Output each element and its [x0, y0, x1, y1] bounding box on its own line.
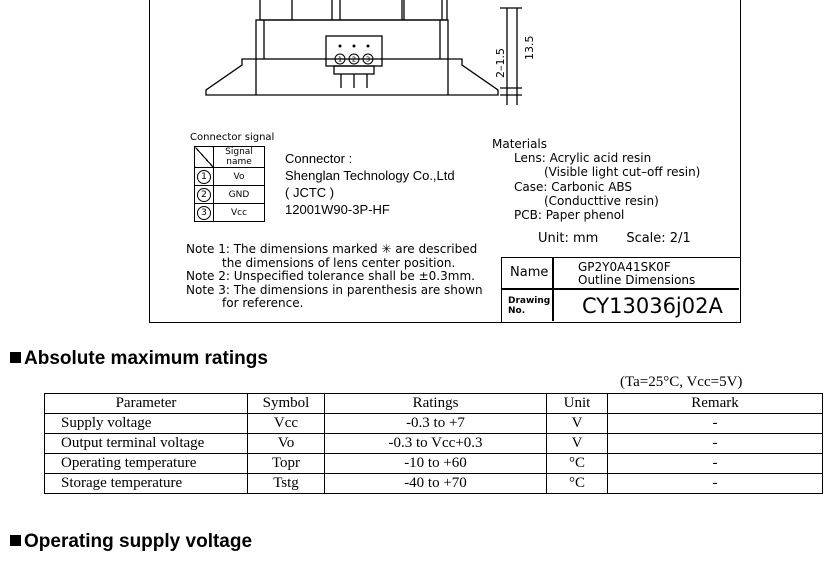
table-header-row: [45, 394, 823, 414]
remark-cell: -: [608, 474, 823, 494]
square-bullet-icon: [10, 535, 21, 546]
square-bullet-icon: [10, 352, 21, 363]
outline-drawing-frame: [149, 0, 741, 323]
table-row: [45, 474, 823, 494]
abs-max-heading: [10, 348, 268, 370]
pin-number: 3: [197, 206, 211, 220]
param-cell: Supply voltage: [45, 414, 248, 434]
pin-number: 2: [197, 188, 211, 202]
svg-text:3: 3: [365, 55, 371, 64]
rating-cell: -40 to +70: [325, 474, 547, 494]
note-3: Note 3: The dimensions in parenthesis are shown: [186, 282, 483, 297]
table-row: [45, 414, 823, 434]
materials-case-note: (Conducttive resin): [544, 193, 659, 208]
col-ratings: Ratings: [325, 394, 547, 414]
outline-dimensions-label: Outline Dimensions: [578, 273, 696, 287]
title-block-divider: [502, 288, 739, 290]
connector-info: [285, 150, 455, 218]
connector-maker: Shenglan Technology Co.,Ltd: [285, 168, 455, 183]
unit-cell: °C: [547, 454, 608, 474]
signal-name: Vo: [214, 168, 265, 186]
op-supply-heading: [10, 531, 252, 553]
table-row: [195, 204, 265, 222]
rating-cell: -0.3 to Vcc+0.3: [325, 434, 547, 454]
scale-label: Scale: 2/1: [626, 231, 691, 246]
materials-block: [492, 137, 700, 222]
connector-part: 12001W90-3P-HF: [285, 202, 390, 217]
param-cell: Operating temperature: [45, 454, 248, 474]
unit-scale: [538, 231, 691, 246]
unit-cell: V: [547, 434, 608, 454]
table-row: [45, 434, 823, 454]
conditions-note: (Ta=25°C, Vcc=5V): [620, 374, 743, 390]
materials-pcb: PCB: Paper phenol: [514, 208, 625, 223]
svg-text:2: 2: [351, 55, 357, 64]
connector-label: Connector :: [285, 151, 353, 166]
connector-maker-short: ( JCTC ): [285, 185, 335, 200]
materials-lens: Lens: Acrylic acid resin: [514, 151, 652, 166]
title-block: [501, 257, 741, 323]
symbol-cell: Vcc: [248, 414, 325, 434]
remark-cell: -: [608, 414, 823, 434]
unit-cell: V: [547, 414, 608, 434]
abs-max-ratings-table: [44, 393, 823, 494]
sensor-outline-svg: [150, 0, 742, 130]
model-number: GP2Y0A41SK0F: [578, 260, 671, 274]
table-row: [195, 147, 265, 168]
dim-2-1.5: 2–1.5: [494, 48, 507, 78]
remark-cell: -: [608, 454, 823, 474]
pin-number: 1: [197, 170, 211, 184]
col-parameter: Parameter: [45, 394, 248, 414]
param-cell: Output terminal voltage: [45, 434, 248, 454]
note-1-cont: the dimensions of lens center position.: [222, 255, 456, 270]
abs-max-title: Absolute maximum ratings: [24, 348, 268, 369]
title-block-divider: [552, 258, 554, 321]
rating-cell: -0.3 to +7: [325, 414, 547, 434]
table-corner-cell: [195, 147, 214, 168]
op-supply-title: Operating supply voltage: [24, 531, 253, 552]
col-remark: Remark: [608, 394, 823, 414]
signal-name: Vcc: [214, 204, 265, 222]
col-symbol: Symbol: [248, 394, 325, 414]
note-1: Note 1: The dimensions marked ✳ are described: [186, 242, 478, 256]
connector-signal-title: Connector signal: [190, 132, 275, 143]
signal-name-header: Signal name: [214, 147, 265, 168]
drawing-no-label: [508, 296, 550, 316]
note-2: Note 2: Unspecified tolerance shall be ±0.3mm.: [186, 269, 475, 283]
unit-label: Unit: mm: [538, 231, 599, 246]
dim-13.5: 13.5: [523, 35, 536, 60]
drawing-notes: [186, 243, 483, 311]
remark-cell: -: [608, 434, 823, 454]
name-label: Name: [510, 265, 549, 280]
drawing-number: CY13036j02A: [582, 294, 723, 318]
materials-lens-note: (Visible light cut–off resin): [544, 165, 701, 180]
table-row: [195, 168, 265, 186]
drawing-label: Drawing: [508, 296, 551, 306]
note-3-cont: for reference.: [222, 296, 304, 310]
unit-cell: °C: [547, 474, 608, 494]
svg-text:1: 1: [337, 55, 343, 64]
symbol-cell: Topr: [248, 454, 325, 474]
signal-name: GND: [214, 186, 265, 204]
table-row: [195, 186, 265, 204]
param-cell: Storage temperature: [45, 474, 248, 494]
model-name: [578, 261, 695, 287]
symbol-cell: Vo: [248, 434, 325, 454]
connector-signal-table: [194, 146, 265, 222]
materials-case: Case: Carbonic ABS: [514, 179, 633, 194]
col-unit: Unit: [547, 394, 608, 414]
table-row: [45, 454, 823, 474]
symbol-cell: Tstg: [248, 474, 325, 494]
materials-title: Materials: [492, 137, 548, 151]
rating-cell: -10 to +60: [325, 454, 547, 474]
no-label: No.: [508, 306, 526, 316]
